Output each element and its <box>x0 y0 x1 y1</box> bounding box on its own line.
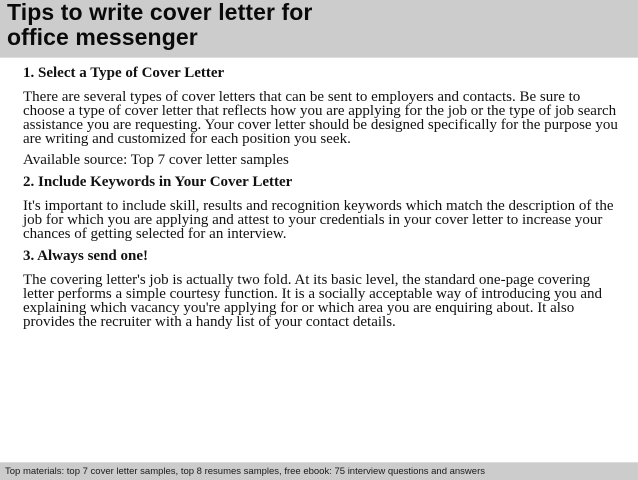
title-bar <box>0 0 638 58</box>
section-paragraph-always-send: The covering letter's job is actually two fold. At its basic level, the standard one-page covering letter performs a simple courtesy function. It is a socially acceptable way of introducing you and explaining which vacancy you're applying for or which area you are enquiring about. It also provides the recruiter with a handy list of your contact details. <box>23 272 602 330</box>
slide-content <box>23 63 623 329</box>
section-heading-keywords: 2. Include Keywords in Your Cover Letter <box>23 174 293 190</box>
section-paragraph-keywords: It's important to include skill, results and recognition keywords which match the description of the job for which you are applying and attest to your credentials in your cover letter to increase your chances of getting selected for an interview. <box>23 198 614 242</box>
footer-materials-text: Top materials: top 7 cover letter samples, top 8 resumes samples, free ebook: 75 interview questions and answers <box>5 466 485 477</box>
title-line-2: office messenger <box>7 24 198 50</box>
section-heading-select-type: 1. Select a Type of Cover Letter <box>23 65 225 81</box>
section-heading-always-send: 3. Always send one! <box>23 248 149 264</box>
footer-bar <box>0 462 638 480</box>
title-line-1: Tips to write cover letter for <box>7 0 313 25</box>
page-title <box>7 0 312 50</box>
section-paragraph-types: There are several types of cover letters that can be sent to employers and contacts. Be sure to choose a type of cover letter that reflects how you are applying for the job or the type of job search assistance you are requesting. Your cover letter should be designed specifically for the purpose you are writing and customized for each position you seek. <box>23 89 618 147</box>
available-source-text: Available source: Top 7 cover letter samples <box>23 152 289 168</box>
